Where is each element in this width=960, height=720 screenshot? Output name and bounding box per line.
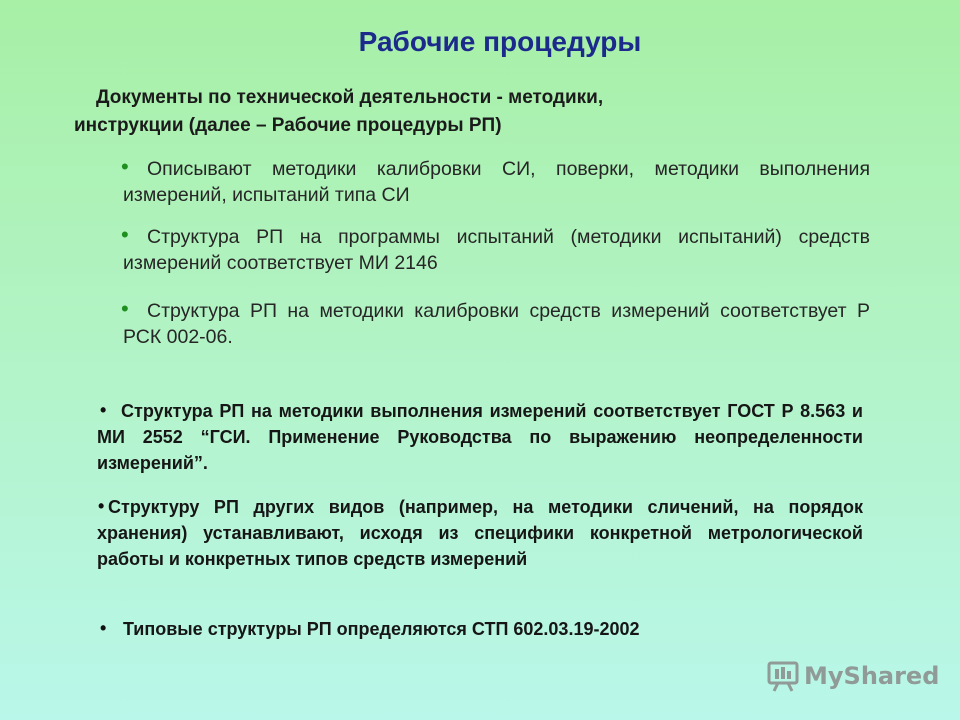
- bottom-bullet-2: [97, 494, 863, 572]
- bullet-dot-icon: •: [121, 222, 129, 247]
- bullet-dot-icon: •: [121, 296, 129, 321]
- presentation-board-icon: [766, 659, 800, 693]
- bottom-bullet-1: [97, 398, 863, 476]
- bottom-bullet-2-text: Структуру РП других видов (например, на методики сличений, на порядок хранения) устанавливают, исходя из специфики конкретной метрологической работы и конкретных типов средств измерений: [97, 497, 863, 569]
- top-bullet-2-text: Структура РП на программы испытаний (методики испытаний) средств измерений соответствует МИ 2146: [123, 226, 870, 274]
- bottom-bullet-3-text: Типовые структуры РП определяются СТП 602.03.19-2002: [123, 619, 640, 639]
- bottom-bullet-3: [97, 616, 863, 642]
- watermark-logo: [766, 656, 939, 696]
- bullet-dot-icon: •: [98, 496, 105, 516]
- top-bullet-2: [123, 224, 870, 276]
- watermark-text: MyShared: [804, 662, 940, 690]
- bullet-dot-icon: •: [100, 618, 107, 638]
- top-bullet-1: [123, 156, 870, 208]
- intro-paragraph: [74, 84, 794, 140]
- top-bullet-3: [123, 298, 870, 350]
- top-bullet-3-text: Структура РП на методики калибровки средств измерений соответствует Р РСК 002-06.: [123, 300, 870, 348]
- bottom-bullet-1-text: Структура РП на методики выполнения измерений соответствует ГОСТ Р 8.563 и МИ 2552 “ГСИ. Применение Руководства по выражению неопределенности измерений”.: [97, 401, 863, 473]
- intro-line-2: инструкции (далее – Рабочие процедуры РП): [74, 115, 502, 136]
- slide-title: Рабочие процедуры: [358, 26, 642, 57]
- intro-line-1: Документы по технической деятельности - методики,: [96, 87, 604, 108]
- top-bullet-1-text: Описывают методики калибровки СИ, поверки, методики выполнения измерений, испытаний типа СИ: [123, 158, 870, 206]
- bullet-dot-icon: •: [100, 400, 107, 420]
- bullet-dot-icon: •: [121, 154, 129, 179]
